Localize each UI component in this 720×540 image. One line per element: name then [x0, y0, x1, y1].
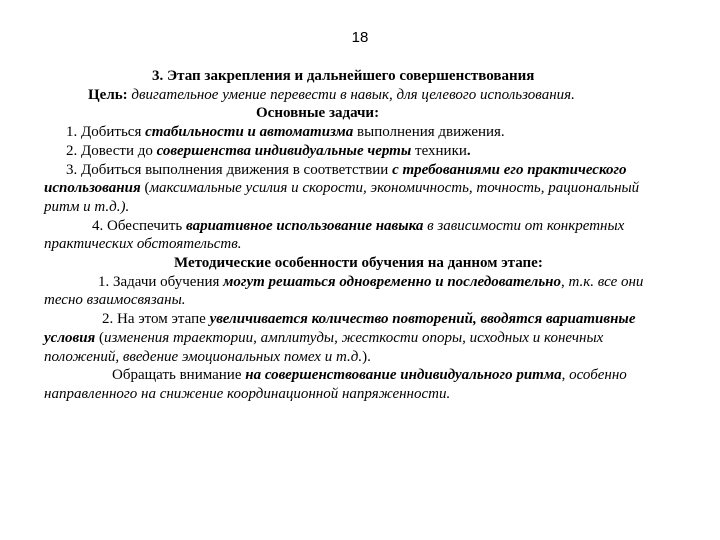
- section-title: 3. Этап закрепления и дальнейшего совершенствования: [152, 68, 535, 84]
- method-2: 2. На этом этапе увеличивается количество повторений, вводятся вариативные условия (изменения траектории, амплитуды, жесткости опоры, исходных и конечных положений, введение эмоциональных помех и т.д.).: [44, 311, 636, 365]
- task-2: 2. Довести до совершенства индивидуальные черты техники.: [66, 142, 471, 159]
- task-1: 1. Добиться стабильности и автоматизма выполнения движения.: [66, 124, 505, 141]
- goal-text: двигательное умение перевести в навык, для целевого использования.: [131, 86, 575, 103]
- tasks-heading: Основные задачи:: [256, 105, 380, 122]
- method-3: Обращать внимание на совершенствование индивидуального ритма, особенно направленного на снижение координационной напряженности.: [44, 367, 627, 402]
- page-number: 18: [351, 29, 369, 46]
- task-3: 3. Добиться выполнения движения в соответствии с требованиями его практического использования (максимальные усилия и скорости, экономичность, точность, рациональный ритм и т.д.).: [44, 161, 640, 215]
- task-4: 4. Обеспечить вариативное использование навыка в зависимости от конкретных практических обстоятельств.: [44, 217, 625, 253]
- goal-label: Цель:: [88, 86, 128, 103]
- goal-paragraph: [44, 86, 676, 105]
- method-1: 1. Задачи обучения могут решаться одновременно и последовательно, т.к. все они тесно взаимосвязаны.: [44, 273, 644, 309]
- document-body: [44, 67, 676, 404]
- methodology-heading: Методические особенности обучения на данном этапе:: [174, 255, 543, 272]
